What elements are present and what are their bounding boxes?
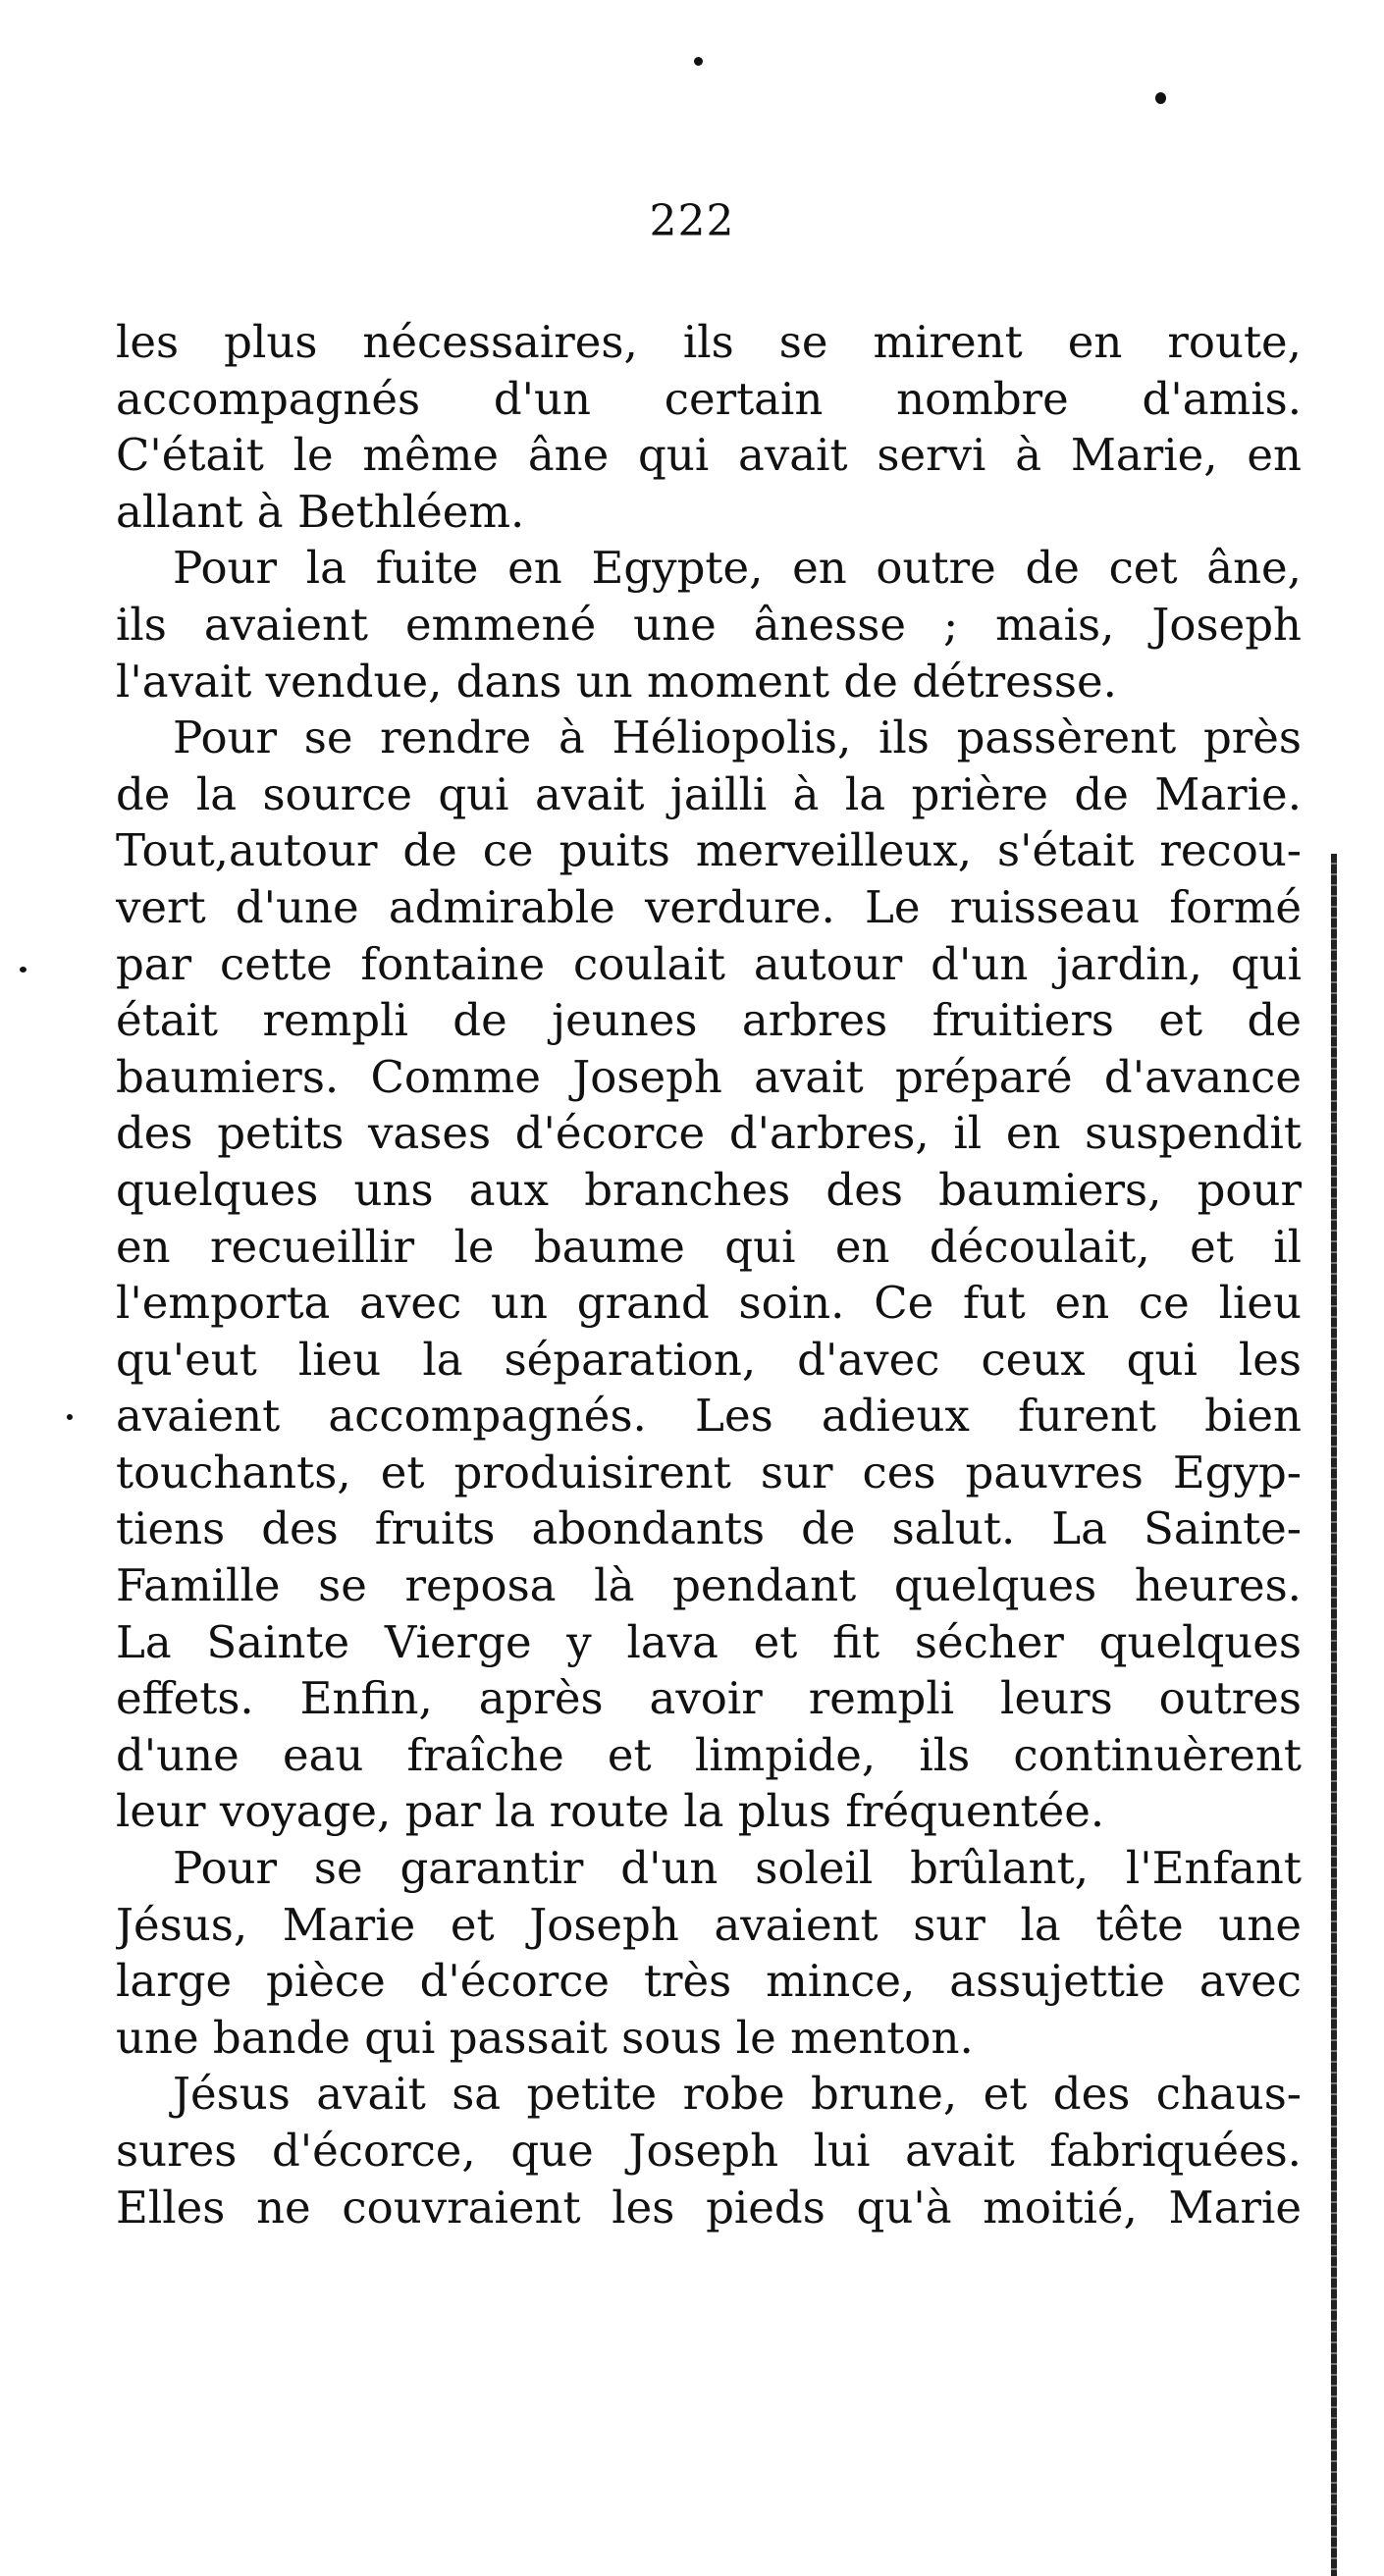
text-line: touchants, et produisirent sur ces pauvres Egyp- (116, 1446, 1302, 1498)
text-line: Tout,autour de ce puits merveilleux, s'était recou- (116, 824, 1302, 877)
text-line: Jésus, Marie et Joseph avaient sur la tête une (116, 1898, 1302, 1951)
text-line: C'était le même âne qui avait servi à Marie, en (116, 429, 1302, 482)
text-line: baumiers. Comme Joseph avait préparé d'avance (116, 1050, 1302, 1103)
text-line: effets. Enfin, après avoir rempli leurs outres (116, 1672, 1302, 1725)
ink-speck (1155, 92, 1166, 104)
body-text (116, 314, 1302, 2235)
text-line: Elles ne couvraient les pieds qu'à moitié, Marie (116, 2181, 1302, 2234)
text-line: des petits vases d'écorce d'arbres, il en suspendit (116, 1107, 1302, 1160)
text-line: par cette fontaine coulait autour d'un jardin, qui (116, 937, 1302, 990)
text-line: en recueillir le baume qui en découlait, et il (116, 1220, 1302, 1273)
text-line: quelques uns aux branches des baumiers, pour (116, 1163, 1302, 1216)
text-line: qu'eut lieu la séparation, d'avec ceux qui les (116, 1333, 1302, 1386)
text-line: l'emporta avec un grand soin. Ce fut en ce lieu (116, 1277, 1302, 1330)
text-line: allant à Bethléem. (116, 485, 525, 538)
text-line: était rempli de jeunes arbres fruitiers et de (116, 994, 1302, 1047)
text-line: d'une eau fraîche et limpide, ils continuèrent (116, 1728, 1302, 1781)
text-line: accompagnés d'un certain nombre d'amis. (116, 372, 1302, 425)
ink-speck (67, 1414, 73, 1420)
binding-edge (1331, 854, 1337, 2576)
text-line: une bande qui passait sous le menton. (116, 2011, 974, 2064)
text-line: vert d'une admirable verdure. Le ruisseau formé (116, 880, 1302, 933)
ink-speck (20, 967, 27, 973)
text-line: l'avait vendue, dans un moment de détresse. (116, 655, 1117, 708)
text-line: ils avaient emmené une ânesse ; mais, Joseph (116, 598, 1302, 651)
text-line: Pour se garantir d'un soleil brûlant, l'Enfant (173, 1842, 1302, 1895)
text-line: tiens des fruits abondants de salut. La Sainte- (116, 1502, 1302, 1555)
text-line: les plus nécessaires, ils se mirent en route, (116, 316, 1302, 368)
text-line: de la source qui avait jailli à la prière de Marie. (116, 767, 1302, 820)
text-line: large pièce d'écorce très mince, assujettie avec (116, 1955, 1302, 2008)
text-line: avaient accompagnés. Les adieux furent bien (116, 1390, 1302, 1443)
text-line: Jésus avait sa petite robe brune, et des chaus- (173, 2068, 1302, 2121)
text-line: Famille se reposa là pendant quelques heures. (116, 1559, 1302, 1612)
page-number: 222 (649, 196, 735, 246)
text-line: sures d'écorce, que Joseph lui avait fabriquées. (116, 2125, 1302, 2177)
text-line: Pour la fuite en Egypte, en outre de cet âne, (173, 542, 1302, 595)
text-line: leur voyage, par la route la plus fréquentée. (116, 1785, 1105, 1838)
text-line: Pour se rendre à Héliopolis, ils passèrent près (173, 711, 1302, 764)
ink-speck (694, 57, 703, 66)
text-line: La Sainte Vierge y lava et fit sécher quelques (116, 1615, 1302, 1668)
